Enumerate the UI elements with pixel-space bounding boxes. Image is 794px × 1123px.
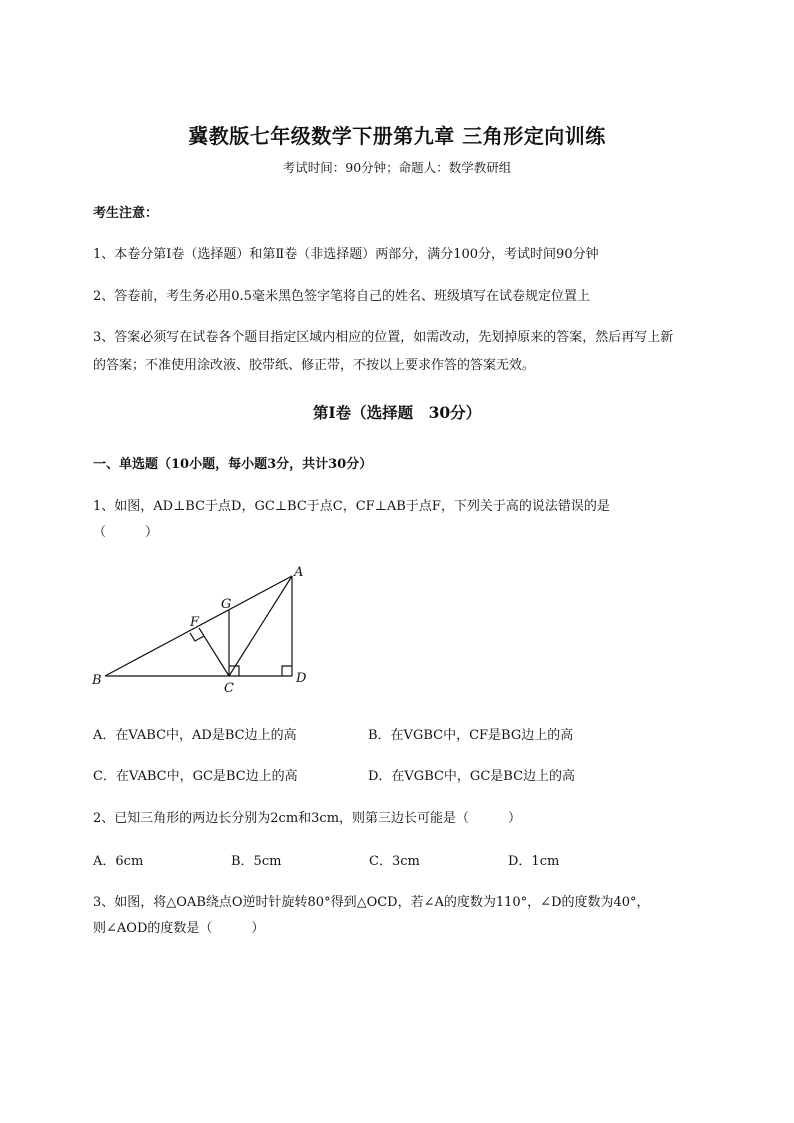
triangle-figure [88, 560, 328, 695]
q1-option-a[interactable]: A．在VABC中，AD是BC边上的高 [93, 728, 297, 743]
section-title: 第I卷（选择题 30分） [312, 403, 482, 422]
page-title: 冀教版七年级数学下册第九章 三角形定向训练 [188, 124, 606, 148]
notice-heading: 考生注意： [93, 206, 159, 221]
q1-option-b[interactable]: B．在VGBC中，CF是BG边上的高 [368, 728, 574, 743]
right-angle-f [190, 633, 204, 641]
q2-option-c[interactable]: C．3cm [369, 854, 420, 869]
label-b: B [92, 673, 102, 688]
line-ac [229, 576, 292, 676]
part-heading: 一、单选题（10小题，每小题3分，共计30分） [93, 457, 373, 472]
q1-option-c[interactable]: C．在VABC中，GC是BC边上的高 [93, 769, 298, 784]
label-d: D [296, 671, 307, 686]
q2-option-a[interactable]: A．6cm [93, 854, 144, 869]
exam-info: 考试时间：90分钟；命题人：数学教研组 [282, 160, 512, 175]
notice-item-1: 1、本卷分第I卷（选择题）和第Ⅱ卷（非选择题）两部分，满分100分，考试时间90分钟 [93, 247, 599, 262]
question-3-text-cont: 则∠AOD的度数是（ ） [93, 921, 265, 936]
notice-item-3: 3、答案必须写在试卷各个题目指定区域内相应的位置，如需改动，先划掉原来的答案，然后再写上新 [93, 330, 674, 345]
label-f: F [190, 615, 200, 630]
q2-option-b[interactable]: B．5cm [231, 854, 282, 869]
label-a: A [294, 565, 304, 580]
right-angle-d [282, 666, 292, 676]
q1-option-d[interactable]: D．在VGBC中，GC是BC边上的高 [368, 769, 576, 784]
notice-item-3-cont: 的答案；不准使用涂改液、胶带纸、修正带，不按以上要求作答的答案无效。 [93, 358, 536, 373]
line-cf [199, 628, 229, 676]
notice-item-2: 2、答卷前，考生务必用0.5毫米黑色签字笔将自己的姓名、班级填写在试卷规定位置上 [93, 289, 590, 304]
label-g: G [221, 597, 232, 612]
question-3-text: 3、如图，将△OAB绕点O逆时针旋转80°得到△OCD，若∠A的度数为110°，∠D的度数为40°， [93, 895, 650, 910]
question-1-blank: （ ） [93, 525, 159, 540]
question-2-text: 2、已知三角形的两边长分别为2cm和3cm，则第三边长可能是（ ） [93, 811, 522, 826]
q2-option-d[interactable]: D．1cm [508, 854, 560, 869]
label-c: C [224, 681, 234, 695]
question-1-text: 1、如图，AD⊥BC于点D，GC⊥BC于点C，CF⊥AB于点F，下列关于高的说法错误的是 [93, 499, 610, 514]
